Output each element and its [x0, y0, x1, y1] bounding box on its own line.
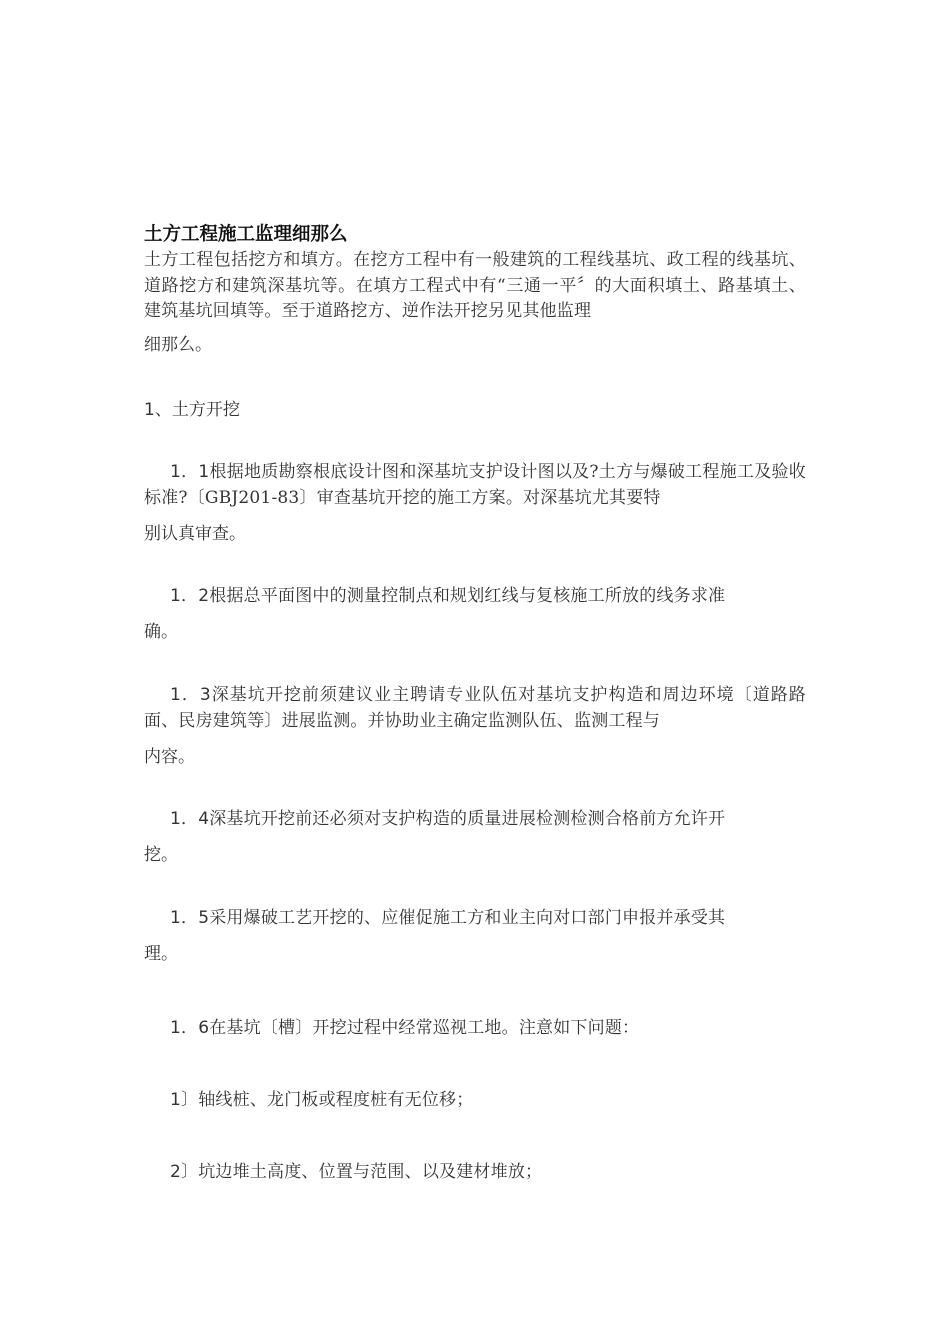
- item-text: 根据总平面图中的测量控制点和规划红线与复核施工所放的线务求准: [209, 585, 726, 606]
- item-text-tail: 别认真审查。: [144, 523, 246, 544]
- item-text: 采用爆破工艺开挖的、应催促施工方和业主向对口部门申报并承受其: [209, 907, 726, 928]
- sub-item-text: 坑边堆土高度、位置与范围、以及建材堆放；: [198, 1161, 543, 1182]
- list-item: [144, 459, 806, 547]
- item-number: 1．4: [170, 808, 210, 829]
- document-body: [144, 222, 806, 1185]
- item-text: 根据地质勘察根底设计图和深基坑支护设计图以及?土方与爆破工程施工及验收标准?〔GBJ201-83〕审查基坑开挖的施工方案。对深基坑尤其要特: [144, 461, 806, 508]
- item-text-tail: 确。: [144, 621, 178, 642]
- sub-item-text: 轴线桩、龙门板或程度桩有无位移；: [198, 1089, 474, 1110]
- list-item: [144, 905, 806, 967]
- item-paragraph: [144, 459, 806, 511]
- item-paragraph: [144, 1015, 806, 1041]
- sub-list-item: [144, 1159, 806, 1185]
- item-text-tail: 理。: [144, 943, 178, 964]
- item-number: 1．3: [170, 684, 211, 705]
- item-text-tail: 内容。: [144, 746, 195, 767]
- intro-paragraph: 土方工程包括挖方和填方。在挖方工程中有一般建筑的工程线基坑、政工程的线基坑、道路挖方和建筑深基坑等。在填方工程式中有“三通一平〞的大面积填土、路基填土、建筑基坑回填等。至于道路挖方、逆作法开挖另见其他监理: [144, 250, 806, 321]
- section-heading: 1、土方开挖: [144, 399, 240, 420]
- item-paragraph: [144, 682, 806, 734]
- intro-paragraph-tail: 细那么。: [144, 334, 212, 355]
- list-item: [144, 806, 806, 868]
- item-paragraph: [144, 583, 806, 609]
- item-number: 1．2: [170, 585, 210, 606]
- item-paragraph: [144, 806, 806, 832]
- sub-item-number: 2〕: [170, 1161, 199, 1182]
- sub-item-paragraph: [144, 1159, 806, 1185]
- list-item: [144, 682, 806, 770]
- item-number: 1．5: [170, 907, 210, 928]
- item-number: 1．1: [170, 461, 210, 482]
- sub-item-number: 1〕: [170, 1089, 199, 1110]
- item-text: 深基坑开挖前还必须对支护构造的质量进展检测检测合格前方允许开: [209, 808, 726, 829]
- list-item: [144, 583, 806, 645]
- sub-list-item: [144, 1087, 806, 1113]
- list-item: [144, 1015, 806, 1041]
- item-text: 深基坑开挖前须建议业主聘请专业队伍对基坑支护构造和周边环境〔道路路面、民房建筑等〕进展监测。并协助业主确定监测队伍、监测工程与: [144, 684, 806, 731]
- item-text-tail: 挖。: [144, 844, 178, 865]
- item-paragraph: [144, 905, 806, 931]
- document-title: 土方工程施工监理细那么: [144, 224, 348, 245]
- item-text: 在基坑〔槽〕开挖过程中经常巡视工地。注意如下问题：: [209, 1017, 640, 1038]
- item-number: 1．6: [170, 1017, 210, 1038]
- sub-item-paragraph: [144, 1087, 806, 1113]
